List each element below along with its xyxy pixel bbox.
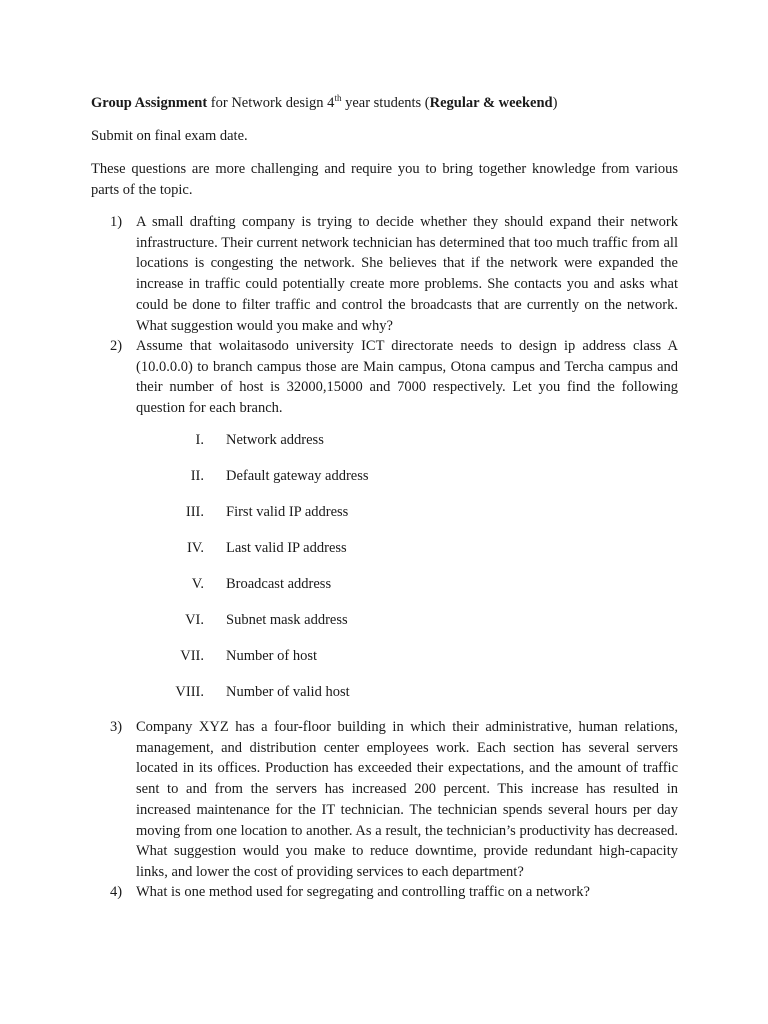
question-text: Company XYZ has a four-floor building in which their administrative, human relations, management, and distribution center employees work. Each section has several servers located in its offices. Production has exceeded their expectations, and the amount of traffic sent to and from the servers has increased 200 percent. This increase has resulted in increased maintenance for the IT technician. The technician spends several hours per day moving from one location to another. As a result, the technician’s productivity has decreased. What suggestion would you make to reduce downtime, provide redundant high-capacity links, and lower the cost of providing services to each department? [136, 719, 678, 880]
roman-numeral: I. [195, 432, 204, 448]
sub-item-text: Network address [226, 432, 324, 448]
intro-paragraph: These questions are more challenging and require you to bring together knowledge from various parts of the topic. [91, 161, 678, 198]
roman-numeral: III. [185, 504, 204, 520]
sub-item-first-valid-ip [150, 502, 550, 522]
question-number: 3) [110, 719, 123, 735]
question-3 [110, 717, 678, 883]
sub-item-text: Last valid IP address [226, 540, 347, 556]
question-number: 4) [110, 884, 123, 900]
roman-numeral: II. [190, 468, 204, 484]
roman-numeral: V. [191, 576, 204, 592]
roman-numeral: VIII. [175, 684, 204, 700]
sub-item-network-address [150, 430, 550, 450]
sub-item-text: Default gateway address [226, 468, 369, 484]
close-paren: ) [552, 95, 558, 111]
question-1 [110, 212, 678, 336]
sub-item-default-gateway [150, 466, 550, 486]
sub-item-text: Number of valid host [226, 684, 350, 700]
sub-item-text: Subnet mask address [226, 612, 348, 628]
sub-item-subnet-mask [150, 610, 550, 630]
question-number: 2) [110, 338, 123, 354]
sub-item-broadcast-address [150, 574, 550, 594]
year-text: year students ( [341, 95, 430, 111]
submit-note: Submit on final exam date. [91, 128, 248, 144]
ordinal-suffix: th [334, 93, 342, 104]
assignment-title: Group Assignment [91, 95, 208, 111]
sub-item-valid-host [150, 682, 550, 702]
question-number: 1) [110, 214, 123, 230]
assignment-heading [91, 93, 678, 114]
sub-item-last-valid-ip [150, 538, 550, 558]
question-text: A small drafting company is trying to decide whether they should expand their network infrastructure. Their current network technician has determined that too much traffic from all locations is congesting the network. She believes that if the network were expanded the increase in traffic could potentially create more problems. She contacts you and asks what could be done to filter traffic and control the broadcasts that are currently on the network. What suggestion would you make and why? [136, 214, 678, 334]
roman-numeral: IV. [186, 540, 204, 556]
sub-item-text: First valid IP address [226, 504, 349, 520]
study-mode: Regular & weekend [429, 95, 553, 111]
roman-numeral: VI. [185, 612, 204, 628]
question-text: Assume that wolaitasodo university ICT directorate needs to design ip address class A (10.0.0.0) to branch campus those are Main campus, Otona campus and Tercha campus and their number of host is 32000,15000 and 7000 respectively. Let you find the following question for each branch. [136, 338, 678, 417]
question-text: What is one method used for segregating and controlling traffic on a network? [136, 884, 590, 900]
sub-item-number-of-host [150, 646, 550, 666]
question-2 [110, 336, 678, 419]
roman-numeral: VII. [180, 648, 204, 664]
question-4 [110, 882, 678, 903]
sub-item-text: Broadcast address [226, 576, 332, 592]
course-text: for Network design 4 [207, 95, 335, 111]
sub-item-text: Number of host [226, 648, 318, 664]
